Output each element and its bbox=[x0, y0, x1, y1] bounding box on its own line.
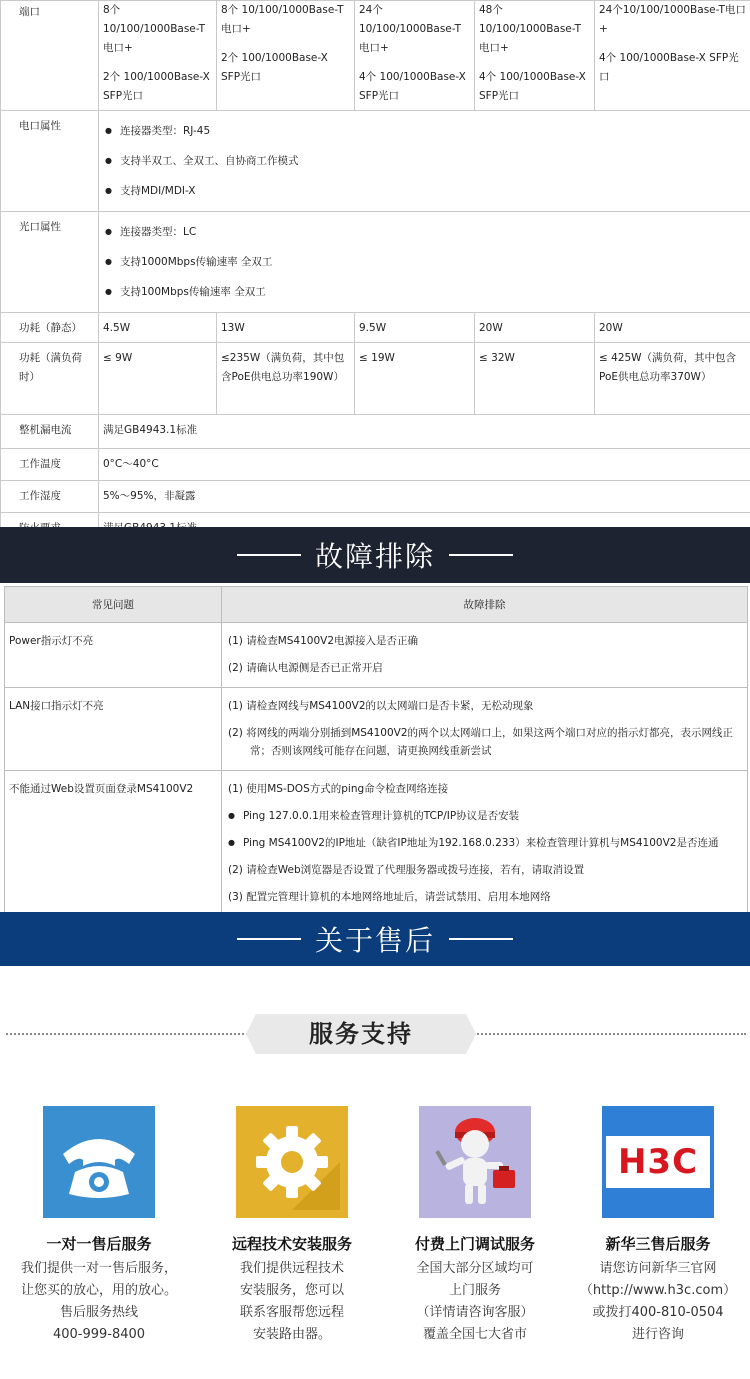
phone-icon bbox=[43, 1106, 155, 1218]
column-header: 常见问题 bbox=[5, 587, 222, 623]
service-desc bbox=[14, 1258, 184, 1346]
spec-cell: 13W bbox=[217, 313, 355, 343]
spec-label: 工作湿度 bbox=[1, 481, 99, 513]
spec-row-leakage bbox=[1, 415, 750, 449]
banner-line bbox=[237, 938, 301, 940]
service-hotline: 或拨打400-810-0504 bbox=[592, 1305, 724, 1320]
trouble-question: Power指示灯不亮 bbox=[5, 623, 222, 688]
repairman-icon bbox=[419, 1106, 531, 1218]
dotted-divider bbox=[6, 1033, 252, 1035]
service-line: 我们提供远程技术 bbox=[239, 1261, 344, 1276]
troubleshooting-table bbox=[4, 586, 747, 918]
port-electrical: 8个 10/100/1000Base-T电口+ bbox=[221, 4, 344, 35]
trouble-step: (2) 请确认电源侧是否已正常开启 bbox=[228, 662, 383, 674]
trouble-question: 不能通过Web设置页面登录MS4100V2 bbox=[5, 771, 222, 918]
spec-row-humidity bbox=[1, 481, 750, 513]
service-line: 上门服务 bbox=[448, 1283, 501, 1298]
trouble-step: ● Ping MS4100V2的IP地址（缺省IP地址为192.168.0.233）来检查管理计算机与MS4100V2是否连通 bbox=[228, 830, 741, 857]
service-link[interactable]: （http://www.h3c.com） bbox=[579, 1283, 737, 1298]
service-card-h3c bbox=[573, 1106, 743, 1346]
service-desc bbox=[573, 1258, 743, 1346]
spec-label: 端口 bbox=[1, 1, 99, 111]
spec-bullet: ● 连接器类型：RJ-45 bbox=[105, 117, 748, 147]
port-electrical: 24个10/100/1000Base-T电口+ bbox=[599, 4, 746, 35]
spec-bullet: ● 支持1000Mbps传输速率 全双工 bbox=[105, 248, 748, 278]
port-electrical: 24个10/100/1000Base-T电口+ bbox=[359, 4, 462, 54]
banner-line bbox=[449, 554, 513, 556]
service-line: 全国大部分区域均可 bbox=[416, 1261, 534, 1276]
service-title: 新华三售后服务 bbox=[605, 1235, 711, 1253]
service-card-remote-install bbox=[207, 1106, 377, 1346]
spec-cell: ≤ 9W bbox=[99, 343, 217, 415]
spec-bullet: ● 支持MDI/MDI-X bbox=[105, 177, 748, 207]
trouble-step: ● Ping 127.0.0.1用来检查管理计算机的TCP/IP协议是否安装 bbox=[228, 803, 741, 830]
trouble-step: (1) 使用MS-DOS方式的ping命令检查网络连接 bbox=[228, 783, 449, 795]
spec-cell: 4.5W bbox=[99, 313, 217, 343]
spec-label: 整机漏电流 bbox=[1, 415, 99, 449]
service-title: 付费上门调试服务 bbox=[414, 1235, 535, 1253]
banner-title: 关于售后 bbox=[314, 924, 435, 957]
service-line: 进行咨询 bbox=[631, 1327, 684, 1342]
spec-label: 电口属性 bbox=[1, 111, 99, 212]
trouble-step: (2) 将网线的两端分别插到MS4100V2的两个以太网端口上，如果这两个端口对应的指示灯都亮，表示网线正常；否则该网线可能存在问题，请更换网线重新尝试 bbox=[228, 727, 734, 757]
dotted-divider bbox=[470, 1033, 746, 1035]
service-desc bbox=[207, 1258, 377, 1346]
banner-line bbox=[237, 554, 301, 556]
service-card-onsite bbox=[390, 1106, 560, 1346]
service-hotline: 400-999-8400 bbox=[52, 1327, 146, 1342]
port-optical: 4个 100/1000Base-X SFP光口 bbox=[479, 71, 586, 102]
service-title: 远程技术安装服务 bbox=[231, 1235, 352, 1253]
spec-cell: ≤ 425W（满负荷，其中包含PoE供电总功率370W） bbox=[595, 343, 750, 415]
spec-label: 工作温度 bbox=[1, 449, 99, 481]
spec-label: 功耗（静态） bbox=[1, 313, 99, 343]
spec-row-power-static bbox=[1, 313, 750, 343]
spec-bullet: ● 支持半双工、全双工、自协商工作模式 bbox=[105, 147, 748, 177]
spec-bullet: ● 连接器类型：LC bbox=[105, 218, 748, 248]
service-line: 请您访问新华三官网 bbox=[599, 1261, 717, 1276]
banner-troubleshooting bbox=[0, 527, 750, 583]
spec-cell: ≤ 19W bbox=[355, 343, 475, 415]
port-optical: 2个 100/1000Base-X SFP光口 bbox=[221, 52, 328, 83]
h3c-logo-text: H3C bbox=[617, 1142, 699, 1182]
service-card-one-on-one bbox=[14, 1106, 184, 1346]
service-line: 我们提供一对一售后服务， bbox=[20, 1261, 177, 1276]
port-optical: 4个 100/1000Base-X SFP光口 bbox=[359, 71, 466, 102]
service-line: （详情请咨询客服） bbox=[416, 1305, 534, 1320]
spec-bullet: ● 支持100Mbps传输速率 全双工 bbox=[105, 278, 748, 308]
trouble-step: (1) 请检查网线与MS4100V2的以太网端口是否卡紧，无松动现象 bbox=[228, 700, 534, 712]
spec-label: 功耗（满负荷时） bbox=[1, 343, 99, 415]
trouble-step: (3) 配置完管理计算机的本地网络地址后，请尝试禁用、启用本地网络 bbox=[228, 891, 551, 903]
trouble-question: LAN接口指示灯不亮 bbox=[5, 688, 222, 771]
spec-row-optical bbox=[1, 212, 750, 313]
banner-line bbox=[449, 938, 513, 940]
gear-icon bbox=[236, 1106, 348, 1218]
spec-cell: 20W bbox=[475, 313, 595, 343]
spec-row-temperature bbox=[1, 449, 750, 481]
service-title: 一对一售后服务 bbox=[46, 1235, 152, 1253]
service-title: 服务支持 bbox=[309, 1020, 413, 1048]
spec-row-power-full bbox=[1, 343, 750, 415]
trouble-step: (1) 请检查MS4100V2电源接入是否正确 bbox=[228, 635, 419, 647]
spec-table bbox=[0, 0, 750, 545]
port-electrical: 48个10/100/1000Base-T电口+ bbox=[479, 4, 582, 54]
service-line: 安装路由器。 bbox=[252, 1327, 331, 1342]
spec-cell: 满足GB4943.1标准 bbox=[99, 415, 750, 449]
spec-cell: 9.5W bbox=[355, 313, 475, 343]
spec-row-ports bbox=[1, 1, 750, 111]
spec-cell: 5%～95%，非凝露 bbox=[99, 481, 750, 513]
banner-title: 故障排除 bbox=[314, 540, 435, 573]
spec-cell: ≤235W（满负荷，其中包含PoE供电总功率190W） bbox=[217, 343, 355, 415]
spec-cell: ≤ 32W bbox=[475, 343, 595, 415]
service-line: 联系客服帮您远程 bbox=[239, 1305, 344, 1320]
port-electrical: 8个 10/100/1000Base-T电口+ bbox=[103, 4, 206, 54]
banner-after-sales bbox=[0, 912, 750, 966]
column-header: 故障排除 bbox=[222, 587, 748, 623]
spec-cell: 20W bbox=[595, 313, 750, 343]
spec-cell: 0°C～40°C bbox=[99, 449, 750, 481]
service-heading bbox=[0, 1012, 750, 1056]
service-line: 让您买的放心，用的放心。 bbox=[20, 1283, 177, 1298]
service-line: 售后服务热线 bbox=[59, 1305, 138, 1320]
trouble-row-lan bbox=[5, 688, 748, 771]
service-line: 安装服务，您可以 bbox=[239, 1283, 344, 1298]
trouble-row-web bbox=[5, 771, 748, 918]
trouble-row-power bbox=[5, 623, 748, 688]
trouble-header-row bbox=[5, 587, 748, 623]
service-title-tag bbox=[256, 1014, 466, 1054]
h3c-logo-icon bbox=[602, 1106, 714, 1218]
service-desc bbox=[390, 1258, 560, 1346]
spec-label: 光口属性 bbox=[1, 212, 99, 313]
trouble-step: (2) 请检查Web浏览器是否设置了代理服务器或拨号连接，若有，请取消设置 bbox=[228, 864, 585, 876]
port-optical: 2个 100/1000Base-X SFP光口 bbox=[103, 71, 210, 102]
service-line: 覆盖全国七大省市 bbox=[422, 1327, 527, 1342]
spec-row-electrical bbox=[1, 111, 750, 212]
port-optical: 4个 100/1000Base-X SFP光口 bbox=[599, 52, 739, 83]
